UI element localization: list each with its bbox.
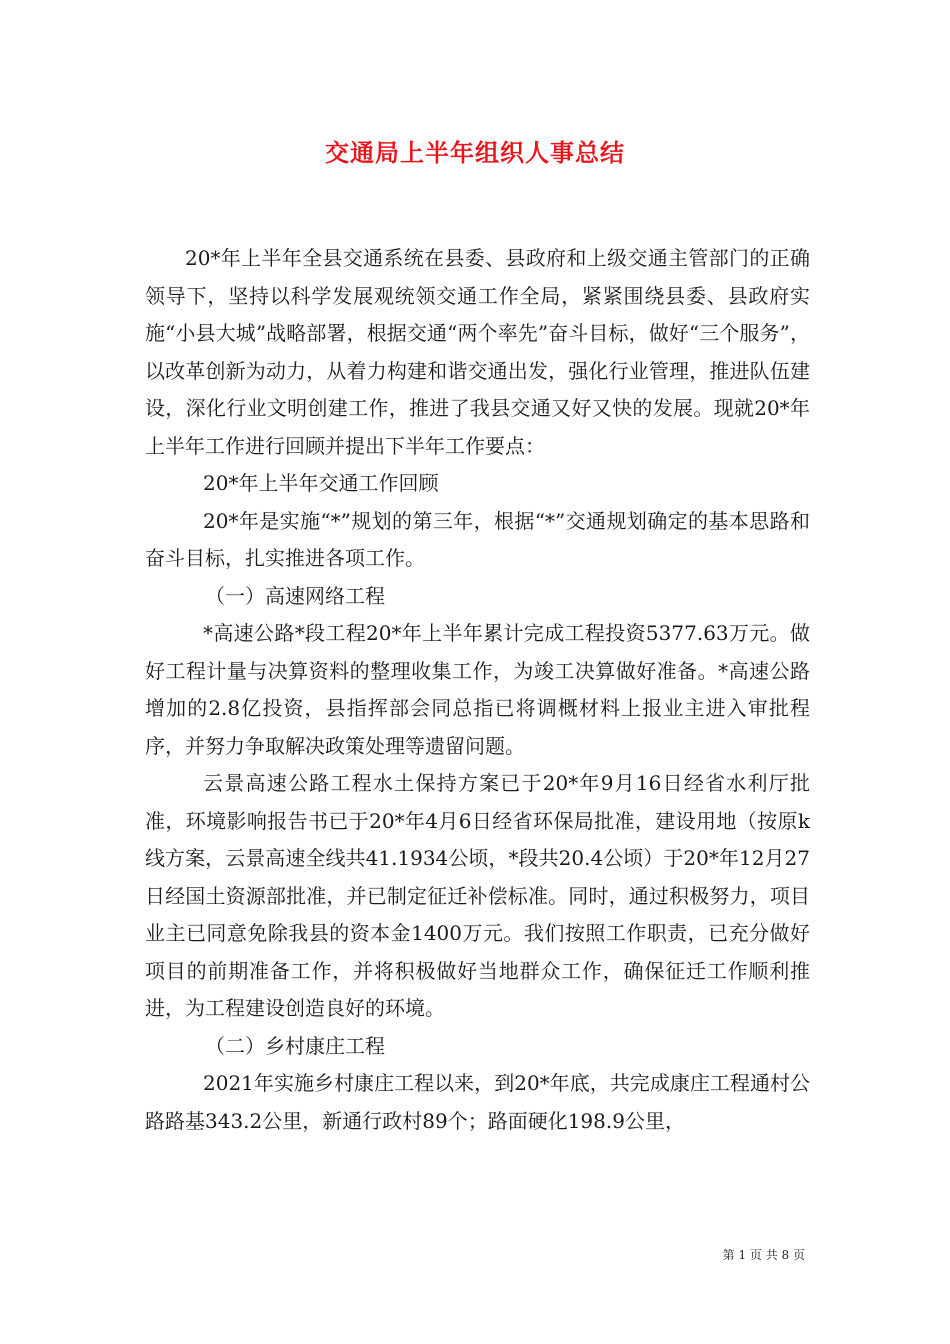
section-heading-review: 20*年上半年交通工作回顾 xyxy=(203,471,439,495)
subsection-heading-highway: （一）高速网络工程 xyxy=(205,583,385,608)
intro-paragraph: 20*年上半年全县交通系统在县委、县政府和上级交通主管部门的正确领导下，坚持以科学发展观统领交通工作全局，紧紧围绕县委、县政府实施“小县大城”战略部署，根据交通“两个率先”奋斗目标，做好“三个服务”，以改革创新为动力，从着力构建和谐交通出发，强化行业管理，推进队伍建设，深化行业文明创建工作，推进了我县交通又好又快的发展。现就20*年上半年工作进行回顾并提出下半年工作要点： xyxy=(145,246,810,458)
highway-paragraph-1: *高速公路*段工程20*年上半年累计完成工程投资5377.63万元。做好工程计量与决算资料的整理收集工作，为竣工决算做好准备。*高速公路增加的2.8亿投资，县指挥部会同总指已将调概材料上报业主进入审批程序，并努力争取解决政策处理等遗留问题。 xyxy=(145,621,810,758)
page-number-footer: 第 1 页 共 8 页 xyxy=(722,1248,805,1262)
document-body xyxy=(145,240,810,1140)
document-title: 交通局上半年组织人事总结 xyxy=(325,138,625,167)
overview-paragraph: 20*年是实施“*”规划的第三年，根据“*”交通规划确定的基本思路和奋斗目标，扎实推进各项工作。 xyxy=(145,508,810,570)
highway-paragraph-2: 云景高速公路工程水土保持方案已于20*年9月16日经省水利厅批准，环境影响报告书已于20*年4月6日经省环保局批准，建设用地（按原k线方案，云景高速全线共41.1934公顷，*段共20.4公顷）于20*年12月27日经国土资源部批准，并已制定征迁补偿标准。同时，通过积极努力，项目业主已同意免除我县的资本金1400万元。我们按照工作职责，已充分做好项目的前期准备工作，并将积极做好当地群众工作，确保征迁工作顺利推进，为工程建设创造良好的环境。 xyxy=(145,771,810,1020)
subsection-heading-rural: （二）乡村康庄工程 xyxy=(205,1033,385,1058)
rural-paragraph: 2021年实施乡村康庄工程以来，到20*年底，共完成康庄工程通村公路路基343.2公里，新通行政村89个；路面硬化198.9公里， xyxy=(145,1071,810,1133)
